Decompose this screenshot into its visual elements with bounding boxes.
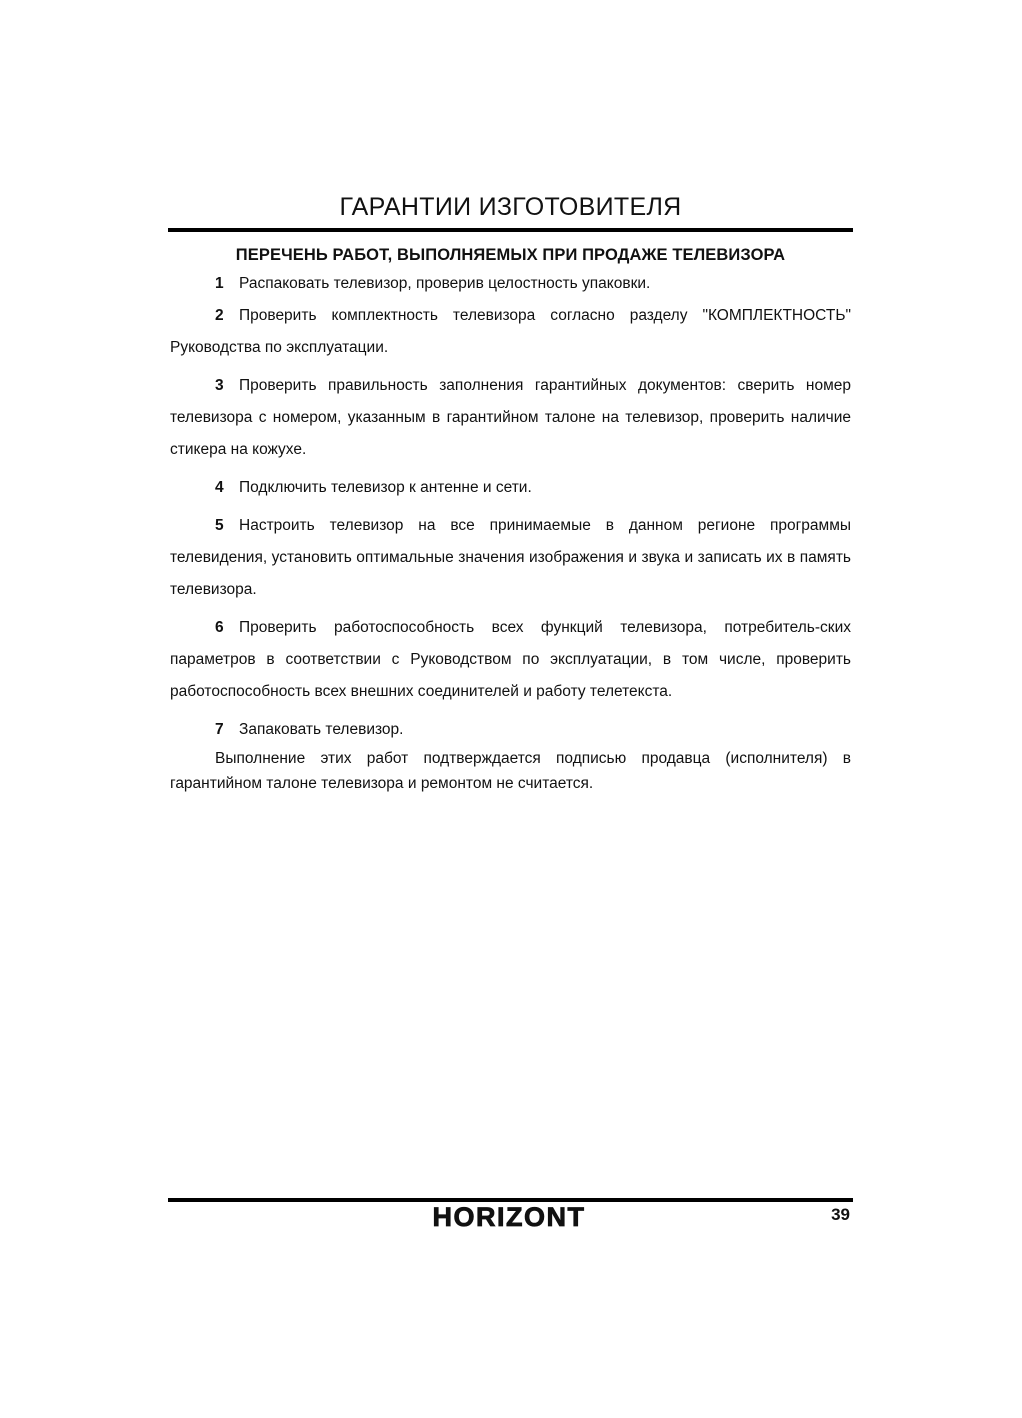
item-number: 2: [215, 307, 224, 324]
header-divider: [168, 228, 853, 232]
item-text: Настроить телевизор на все принимаемые в данном регионе программы телевидения, установить оптимальные значения изображения и звука и записать их в память телевизора.: [170, 517, 851, 598]
page-number: 39: [831, 1205, 850, 1224]
list-item: [170, 510, 851, 606]
item-text: Проверить правильность заполнения гарантийных документов: сверить номер телевизора с номером, указанным в гарантийном талоне на телевизор, проверить наличие стикера на кожухе.: [170, 377, 851, 458]
footer-divider: [168, 1198, 853, 1202]
work-list: [170, 270, 851, 796]
item-number: 5: [215, 517, 224, 534]
page-title: ГАРАНТИИ ИЗГОТОВИТЕЛЯ: [339, 193, 682, 221]
item-text: Запаковать телевизор.: [239, 721, 404, 738]
closing-note: Выполнение этих работ подтверждается подписью продавца (исполнителя) в гарантийном талоне телевизора и ремонтом не считается.: [170, 750, 851, 792]
item-text: Проверить комплектность телевизора согласно разделу "КОМПЛЕКТНОСТЬ" Руководства по эксплуатации.: [170, 307, 851, 356]
section-heading: ПЕРЕЧЕНЬ РАБОТ, ВЫПОЛНЯЕМЫХ ПРИ ПРОДАЖЕ ТЕЛЕВИЗОРА: [235, 246, 786, 264]
list-item: [170, 270, 851, 298]
list-item: [170, 472, 851, 504]
list-item: [170, 714, 851, 746]
item-text: Подключить телевизор к антенне и сети.: [239, 479, 532, 496]
item-number: 4: [215, 479, 224, 496]
brand-text: HORIZONT: [432, 1203, 586, 1231]
list-item: [170, 612, 851, 708]
item-text: Проверить работоспособность всех функций телевизора, потребитель-ских параметров в соответствии с Руководством по эксплуатации, в том числе, проверить работоспособность всех внешних соединителей и работу телетекста.: [170, 619, 851, 700]
brand-wordmark: [411, 1203, 607, 1231]
horizont-logo: [411, 1203, 607, 1231]
item-number: 6: [215, 619, 224, 636]
item-number: 7: [215, 721, 224, 738]
item-text: Распаковать телевизор, проверив целостность упаковки.: [239, 275, 651, 292]
item-number: 3: [215, 377, 224, 394]
item-number: 1: [215, 275, 224, 292]
list-item: [170, 370, 851, 466]
list-item: [170, 300, 851, 364]
